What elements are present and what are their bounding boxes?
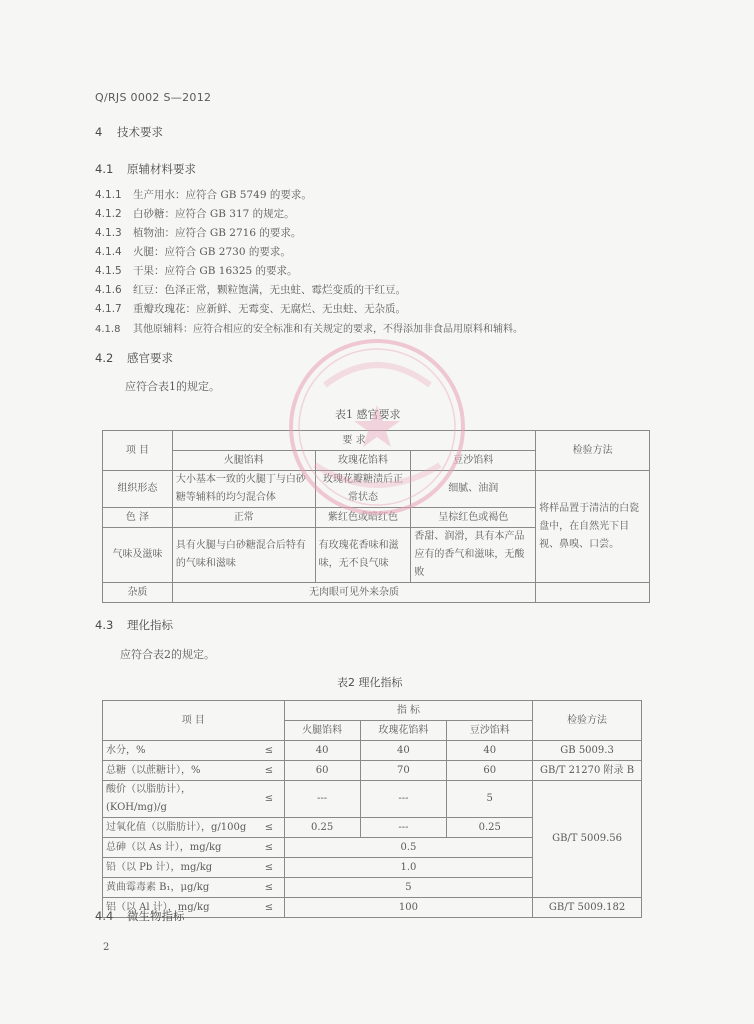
t1-cell: 大小基本一致的火腿丁与白砂糖等辅料的均匀混合体	[172, 471, 315, 508]
requirement-4-1-4	[95, 244, 291, 259]
t2-col-ham: 火腿馅料	[284, 721, 360, 741]
t2-header-index: 指 标	[284, 701, 532, 721]
clause-number: 4.1.6	[95, 284, 122, 296]
t2-cell: 60	[284, 761, 360, 781]
t2-method: GB 5009.3	[533, 741, 642, 761]
t2-cell: 70	[360, 761, 447, 781]
t1-header-requirements: 要 求	[172, 431, 535, 451]
t2-method: GB/T 5009.182	[533, 898, 642, 918]
t2-row-op: ≤	[254, 741, 284, 761]
t1-row-label: 杂质	[103, 583, 173, 603]
standard-code: Q/RJS 0002 S—2012	[95, 91, 212, 104]
t2-method: GB/T 21270 附录 B	[533, 761, 642, 781]
requirement-4-1-8	[95, 320, 523, 335]
t2-cell: 1.0	[284, 858, 532, 878]
clause-text: 火腿：应符合 GB 2730 的要求。	[133, 246, 291, 258]
t2-col-bean: 豆沙馅料	[447, 721, 533, 741]
requirement-4-1-2	[95, 206, 295, 221]
section-number: 4.4	[95, 909, 114, 923]
t2-header-item: 项 目	[103, 701, 285, 741]
t2-cell: 100	[284, 898, 532, 918]
t2-row-op: ≤	[254, 878, 284, 898]
section-4-2-note: 应符合表1的规定。	[125, 380, 220, 393]
t2-row-name: 过氧化值（以脂肪计），g/100g	[103, 818, 255, 838]
requirement-4-1-3	[95, 225, 301, 240]
section-title: 原辅材料要求	[127, 162, 196, 176]
clause-number: 4.1.8	[95, 324, 121, 335]
section-title: 理化指标	[127, 618, 173, 632]
clause-number: 4.1.5	[95, 265, 122, 277]
t1-cell	[536, 583, 650, 603]
t2-row-op: ≤	[254, 818, 284, 838]
t2-row-op: ≤	[254, 761, 284, 781]
clause-text: 红豆：色泽正常，颗粒饱满，无虫蛀、霉烂变质的干红豆。	[133, 284, 406, 296]
clause-number: 4.1.1	[95, 189, 122, 201]
t2-row-name: 总糖（以蔗糖计），%	[103, 761, 255, 781]
t1-cell: 正常	[172, 508, 315, 528]
clause-text: 干果：应符合 GB 16325 的要求。	[133, 265, 298, 277]
t1-cell: 紫红色或暗红色	[315, 508, 411, 528]
t2-row-op: ≤	[254, 781, 284, 818]
table2-caption: 表2 理化指标	[337, 676, 403, 689]
t2-cell: 40	[284, 741, 360, 761]
t2-cell: 0.5	[284, 838, 532, 858]
section-4-heading	[95, 124, 163, 140]
section-4-3-note: 应符合表2的规定。	[120, 648, 215, 661]
t1-cell: 无肉眼可见外来杂质	[172, 583, 535, 603]
t1-header-method: 检验方法	[536, 431, 650, 471]
t1-col-bean: 豆沙馅料	[411, 451, 536, 471]
physicochemical-table	[102, 700, 642, 918]
clause-text: 其他原辅料：应符合相应的安全标准和有关规定的要求，不得添加非食品用原料和辅料。	[133, 324, 523, 335]
page-number: 2	[103, 942, 110, 953]
t2-row-name: 铅（以 Pb 计），mg/kg	[103, 858, 255, 878]
section-number: 4.3	[95, 618, 114, 632]
t2-row-op: ≤	[254, 858, 284, 878]
requirement-4-1-7	[95, 301, 406, 316]
t1-cell: 细腻、油润	[411, 471, 536, 508]
clause-number: 4.1.7	[95, 303, 122, 315]
t2-row-name: 黄曲霉毒素 B₁，μg/kg	[103, 878, 255, 898]
t2-col-rose: 玫瑰花馅料	[360, 721, 447, 741]
t2-cell: ---	[284, 781, 360, 818]
t2-row-op: ≤	[254, 838, 284, 858]
t1-header-item: 项 目	[103, 431, 173, 471]
section-number: 4.2	[95, 351, 114, 365]
t2-row-name: 水分，%	[103, 741, 255, 761]
section-4-4-heading	[95, 908, 185, 924]
clause-text: 生产用水：应符合 GB 5749 的要求。	[133, 189, 312, 201]
t2-cell: ---	[360, 818, 447, 838]
t2-row-name: 铝（以 Al 计），mg/kg	[103, 898, 255, 918]
clause-text: 重瓣玫瑰花：应新鲜、无霉变、无腐烂、无虫蛀、无杂质。	[133, 303, 406, 315]
t1-row-label: 色 泽	[103, 508, 173, 528]
section-title: 微生物指标	[127, 909, 185, 923]
t1-cell: 具有火腿与白砂糖混合后特有的气味和滋味	[172, 528, 315, 583]
section-title: 感官要求	[127, 351, 173, 365]
t1-cell: 玫瑰花瓣糖渍后正常状态	[315, 471, 411, 508]
section-title: 技术要求	[117, 125, 163, 139]
clause-text: 白砂糖：应符合 GB 317 的规定。	[133, 208, 295, 220]
section-number: 4	[95, 125, 103, 139]
section-number: 4.1	[95, 162, 114, 176]
t2-cell: 60	[447, 761, 533, 781]
clause-number: 4.1.4	[95, 246, 122, 258]
t2-row-name: 总砷（以 As 计），mg/kg	[103, 838, 255, 858]
t2-row-op: ≤	[254, 898, 284, 918]
t1-col-ham: 火腿馅料	[172, 451, 315, 471]
t1-row-label: 组织形态	[103, 471, 173, 508]
t1-cell: 呈棕红色或褐色	[411, 508, 536, 528]
t2-cell: 40	[360, 741, 447, 761]
sensory-requirements-table	[102, 430, 650, 603]
t2-cell: 0.25	[284, 818, 360, 838]
section-4-2-heading	[95, 350, 173, 366]
t2-cell: 0.25	[447, 818, 533, 838]
table1-caption: 表1 感官要求	[335, 408, 401, 421]
clause-number: 4.1.3	[95, 227, 122, 239]
t2-method-merged: GB/T 5009.56	[533, 781, 642, 898]
clause-number: 4.1.2	[95, 208, 122, 220]
requirement-4-1-6	[95, 282, 406, 297]
t2-header-method: 检验方法	[533, 701, 642, 741]
requirement-4-1-1	[95, 187, 312, 202]
t2-cell: 40	[447, 741, 533, 761]
t2-cell: 5	[284, 878, 532, 898]
section-4-3-heading	[95, 617, 173, 633]
t1-method-cell: 将样品置于清洁的白瓷盘中，在自然光下目视、鼻嗅、口尝。	[536, 471, 650, 583]
t1-cell: 香甜、润滑，具有本产品应有的香气和滋味，无酸败	[411, 528, 536, 583]
t1-row-label: 气味及滋味	[103, 528, 173, 583]
clause-text: 植物油：应符合 GB 2716 的要求。	[133, 227, 302, 239]
t1-cell: 有玫瑰花香味和滋味，无不良气味	[315, 528, 411, 583]
requirement-4-1-5	[95, 263, 298, 278]
section-4-1-heading	[95, 161, 196, 177]
t1-col-rose: 玫瑰花馅料	[315, 451, 411, 471]
t2-cell: ---	[360, 781, 447, 818]
t2-cell: 5	[447, 781, 533, 818]
t2-row-name: 酸价（以脂肪计），(KOH/mg)/g	[103, 781, 255, 818]
